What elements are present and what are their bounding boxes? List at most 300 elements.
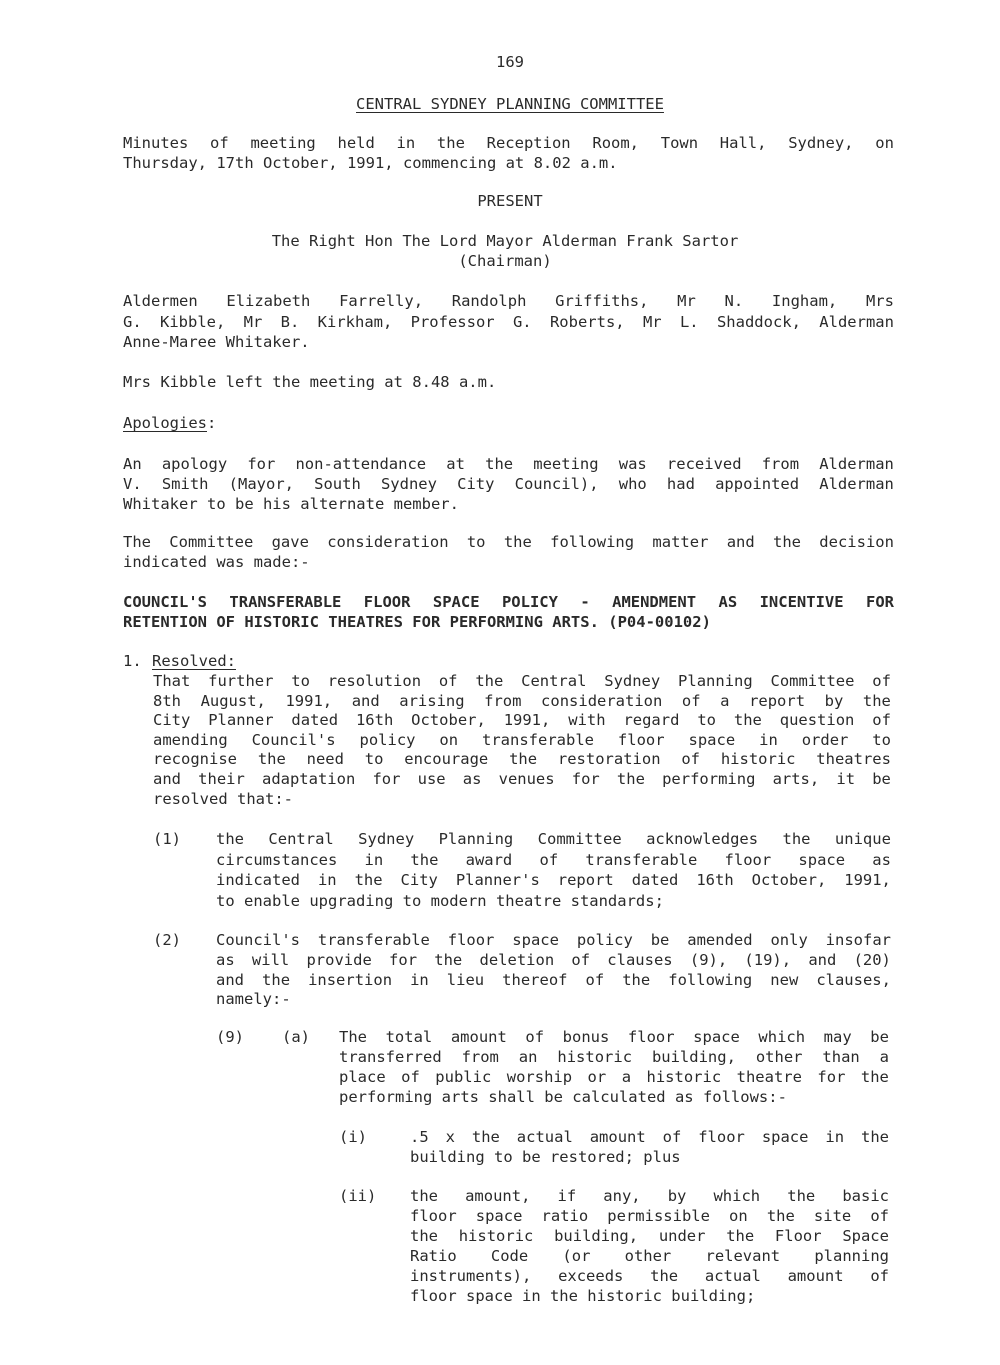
word: transferable	[482, 730, 594, 749]
body-line	[410, 1226, 889, 1246]
body-line	[410, 1266, 889, 1286]
body-line	[410, 1127, 889, 1147]
word: to	[364, 750, 384, 769]
word: building,	[554, 1227, 639, 1245]
word: Kirkham,	[317, 313, 393, 331]
word: appointed	[715, 475, 800, 493]
word: Shaddock,	[716, 313, 801, 331]
word: G.	[123, 313, 142, 331]
word: x	[445, 1128, 455, 1146]
word: the	[503, 533, 532, 551]
word: SPACE	[432, 593, 480, 611]
word: Planning	[438, 830, 514, 848]
word: gave	[271, 533, 309, 551]
word: bonus	[562, 1028, 610, 1046]
item-i-number: (i)	[339, 1128, 367, 1146]
word: to	[872, 730, 891, 749]
word: in	[317, 871, 337, 889]
body-line-last: namely:-	[216, 990, 291, 1009]
word: Farrelly,	[339, 292, 424, 310]
word: in	[364, 850, 384, 869]
word: to	[697, 711, 716, 730]
body-line-last: resolved that:-	[153, 789, 293, 808]
word: space	[693, 1028, 740, 1046]
word: Mr	[642, 313, 662, 331]
word: order	[801, 730, 849, 749]
word: meeting	[250, 134, 316, 152]
word: arising	[399, 691, 465, 710]
word: V.	[123, 475, 142, 493]
resolution-heading: Resolved:	[152, 652, 236, 670]
word: 16th	[355, 711, 394, 730]
word: Central	[268, 830, 334, 848]
word: of	[571, 950, 591, 969]
word: Elizabeth	[226, 292, 311, 310]
word: apology	[161, 455, 228, 473]
word: of	[210, 134, 229, 152]
word: Council's	[216, 931, 300, 949]
word: relevant	[705, 1247, 781, 1265]
word: following	[550, 533, 635, 551]
word: floor	[698, 1128, 745, 1146]
word: basic	[842, 1187, 889, 1205]
word: the	[861, 1128, 889, 1146]
word: The	[339, 1028, 367, 1046]
word: FOR	[866, 593, 894, 611]
word: Planning	[678, 672, 753, 690]
word: exceeds	[558, 1267, 624, 1285]
word: in	[396, 134, 416, 152]
chairman-line-2: (Chairman)	[458, 252, 552, 270]
body-line	[153, 730, 891, 750]
word: amount	[589, 1128, 646, 1146]
word: transferable	[585, 850, 698, 869]
word: an	[518, 1047, 538, 1066]
word: venues	[498, 770, 555, 788]
word: Sydney	[358, 830, 415, 848]
body-line	[153, 749, 891, 769]
word: An	[123, 455, 142, 473]
word: 1991,	[285, 691, 333, 710]
word: matter	[652, 533, 709, 551]
word: other	[624, 1247, 672, 1265]
clause-1-number: (1)	[153, 830, 181, 848]
word: .5	[410, 1128, 429, 1146]
word: Planner	[208, 711, 274, 730]
word: of	[438, 672, 458, 690]
word: a	[720, 691, 730, 710]
word: Committee	[770, 672, 855, 690]
word: from	[461, 1047, 499, 1066]
word: 1991,	[503, 711, 551, 730]
word: space	[512, 931, 559, 949]
word: the	[766, 1207, 795, 1225]
word: site	[813, 1207, 852, 1225]
apologies-heading	[123, 413, 216, 433]
word: amount,	[465, 1187, 531, 1205]
word: Ratio	[410, 1247, 457, 1265]
word: was	[618, 455, 647, 473]
word: space	[761, 1128, 809, 1146]
word: TRANSFERABLE	[229, 593, 342, 611]
word: report	[749, 691, 806, 710]
word: it	[836, 770, 856, 788]
word: South	[314, 475, 361, 493]
word: deletion	[479, 950, 555, 969]
word: and	[726, 533, 755, 551]
word: who	[618, 475, 647, 493]
word: City	[153, 711, 191, 730]
body-line	[410, 1186, 889, 1206]
word: received	[666, 455, 742, 473]
word: for	[817, 1067, 846, 1086]
consideration-line-2: indicated was made:-	[123, 553, 310, 571]
word: transferable	[317, 931, 430, 949]
word: N.	[724, 292, 744, 310]
word: restoration	[557, 750, 661, 769]
word: building,	[651, 1047, 736, 1066]
body-line-last: performing arts shall be calculated as follows:-	[339, 1087, 787, 1106]
word: Professor	[410, 313, 495, 331]
word: place	[339, 1067, 386, 1086]
word: and	[216, 970, 244, 989]
word: Roberts,	[549, 313, 625, 331]
word: recognise	[153, 750, 237, 769]
page-number: 169	[496, 53, 524, 71]
word: theatres	[816, 750, 891, 769]
word: under	[658, 1227, 706, 1245]
word: G.	[512, 313, 532, 331]
word: the	[485, 455, 514, 473]
body-line	[153, 691, 891, 711]
word: from	[484, 691, 522, 710]
word: Aldermen	[123, 292, 198, 310]
word: (9),	[689, 950, 728, 969]
word: report	[557, 871, 614, 889]
word: the	[216, 830, 244, 848]
word: the	[434, 950, 463, 969]
body-line	[216, 870, 891, 890]
word: floor	[627, 1028, 675, 1046]
word: meeting	[533, 455, 599, 473]
body-line	[153, 710, 891, 730]
word: Central	[521, 672, 587, 690]
word: the	[257, 750, 286, 769]
word: Reception	[486, 134, 571, 152]
word: Ingham,	[771, 292, 838, 310]
word: (20)	[853, 950, 891, 969]
word: Planner's	[455, 871, 540, 889]
word: instruments),	[410, 1267, 532, 1285]
word: consideration	[327, 533, 449, 551]
clause-9-sub: (a)	[282, 1028, 310, 1046]
chairman-line-1: The Right Hon The Lord Mayor Alderman Frank Sartor	[271, 232, 739, 250]
word: had	[666, 475, 695, 493]
word: than	[822, 1047, 860, 1066]
word: new	[770, 970, 799, 989]
word: of	[662, 1128, 682, 1146]
word: dated	[631, 871, 679, 889]
word: of	[872, 711, 891, 730]
word: the	[726, 1227, 755, 1245]
word: planning	[814, 1247, 889, 1265]
word: historic	[646, 1067, 722, 1086]
word: to	[291, 672, 310, 690]
word: as	[216, 950, 235, 969]
word: indicated	[216, 871, 300, 889]
word: the	[475, 672, 504, 690]
word: amended	[687, 931, 753, 949]
word: policy	[359, 730, 416, 749]
word: the	[773, 533, 801, 551]
word: space	[688, 730, 736, 749]
body-line	[153, 769, 891, 789]
word: of	[539, 850, 559, 869]
consideration-line-1	[123, 532, 894, 552]
word: acknowledges	[646, 830, 759, 848]
word: FLOOR	[363, 593, 411, 611]
word: adaptation	[261, 770, 356, 788]
word: circumstances	[216, 850, 338, 869]
body-line-last: building to be restored; plus	[410, 1148, 681, 1166]
word: The	[123, 533, 151, 551]
word: at	[446, 455, 465, 473]
word: That	[153, 672, 191, 690]
word: non-attendance	[295, 455, 427, 473]
word: floor	[410, 1207, 457, 1225]
word: October,	[411, 711, 486, 730]
word: (19),	[744, 950, 792, 969]
word: L.	[679, 313, 699, 331]
word: which	[713, 1187, 761, 1205]
word: Committee	[537, 830, 622, 848]
word: City	[400, 871, 438, 889]
word: the	[410, 1227, 438, 1245]
word: thereof	[502, 970, 568, 989]
word: Council),	[514, 475, 599, 493]
word: the	[616, 770, 645, 788]
word: of	[585, 970, 605, 989]
word: by	[824, 691, 844, 710]
word: Kibble,	[160, 313, 226, 331]
word: Sydney	[604, 672, 661, 690]
word: of	[681, 750, 701, 769]
body-line	[410, 1206, 889, 1226]
word: Town	[660, 134, 699, 152]
word: AS	[718, 593, 738, 611]
word: Mr	[243, 313, 263, 331]
word: on	[439, 730, 459, 749]
word: the	[733, 711, 762, 730]
word: Code	[490, 1247, 529, 1265]
body-line	[216, 930, 891, 950]
body-line	[216, 829, 891, 849]
word: Alderman	[819, 313, 894, 331]
word: ratio	[541, 1207, 589, 1225]
body-line-last: floor space in the historic building;	[410, 1287, 756, 1305]
members-line-2	[123, 312, 894, 332]
word: resolution	[327, 672, 422, 690]
word: in	[825, 1128, 845, 1146]
word: Council's	[251, 730, 336, 749]
word: August,	[200, 691, 266, 710]
word: of	[401, 1067, 420, 1086]
word: public	[435, 1067, 492, 1086]
word: the	[782, 830, 811, 848]
word: clauses,	[816, 970, 891, 989]
word: of	[870, 1267, 889, 1285]
word: on	[729, 1207, 748, 1225]
departure-note: Mrs Kibble left the meeting at 8.48 a.m.	[123, 373, 497, 391]
word: permissible	[607, 1207, 710, 1225]
apologies-line-2	[123, 474, 894, 494]
word: following	[668, 970, 753, 989]
word: in	[759, 730, 778, 749]
word: B.	[280, 313, 300, 331]
word: POLICY	[501, 593, 558, 611]
resolution-number: 1.	[123, 652, 142, 670]
word: 1991,	[844, 871, 891, 889]
word: historic	[557, 1047, 633, 1066]
word: worship	[506, 1067, 573, 1086]
word: will	[251, 950, 290, 969]
word: held	[337, 134, 375, 152]
word: Smith	[161, 475, 209, 493]
word: AMENDMENT	[612, 593, 697, 611]
word: their	[198, 770, 245, 788]
word: actual	[704, 1267, 761, 1285]
word: INCENTIVE	[759, 593, 844, 611]
item-title-line-2: RETENTION OF HISTORIC THEATRES FOR PERFORMING ARTS. (P04-00102)	[123, 613, 711, 631]
word: a	[621, 1067, 632, 1086]
clause-2-number: (2)	[153, 931, 181, 949]
word: be	[650, 931, 670, 949]
word: Committee	[169, 533, 254, 551]
word: Space	[842, 1227, 889, 1245]
word: historic	[720, 750, 796, 769]
word: unique	[834, 830, 891, 848]
word: award	[465, 850, 513, 869]
word: clauses	[607, 950, 673, 969]
word: total	[385, 1028, 433, 1046]
clause-9-number: (9)	[216, 1028, 244, 1046]
word: decision	[819, 533, 894, 551]
word: a	[879, 1047, 889, 1066]
word: and	[153, 770, 181, 788]
word: Alderman	[819, 475, 894, 493]
word: lieu	[446, 970, 485, 989]
word: be	[872, 770, 891, 788]
word: from	[761, 455, 800, 473]
word: Mr	[677, 292, 696, 310]
word: insofar	[825, 931, 891, 949]
word: the	[860, 1067, 889, 1086]
word: for	[372, 770, 401, 788]
word: Minutes	[123, 134, 189, 152]
word: theatre	[736, 1067, 802, 1086]
word: October,	[751, 871, 827, 889]
body-line	[216, 850, 891, 870]
body-line	[216, 950, 891, 970]
word: only	[770, 931, 808, 949]
word: if	[557, 1187, 577, 1205]
word: dated	[291, 711, 339, 730]
word: amount	[787, 1267, 844, 1285]
word: in	[410, 970, 429, 989]
word: for	[247, 455, 276, 473]
apologies-line-3: Whitaker to be his alternate member.	[123, 495, 459, 513]
word: on	[875, 134, 894, 152]
word: Sydney,	[788, 134, 854, 152]
word: may	[823, 1028, 852, 1046]
word: the	[622, 970, 651, 989]
word: historic	[458, 1227, 534, 1245]
body-line	[153, 671, 891, 691]
word: the	[410, 850, 439, 869]
word: actual	[516, 1128, 573, 1146]
word: -	[580, 593, 590, 611]
word: the	[509, 750, 538, 769]
word: Alderman	[819, 455, 894, 473]
word: Mrs	[865, 292, 894, 310]
word: floor	[724, 850, 772, 869]
word: regard	[623, 711, 680, 730]
word: the	[354, 871, 383, 889]
word: of	[870, 1207, 889, 1225]
intro-line-1	[123, 133, 894, 153]
word: the	[410, 1187, 438, 1205]
word: floor	[617, 730, 665, 749]
word: the	[787, 1187, 816, 1205]
word: the	[471, 1128, 500, 1146]
apologies-heading-text: Apologies	[123, 414, 207, 432]
word: any,	[603, 1187, 641, 1205]
word: provide	[306, 950, 372, 969]
word: space	[798, 850, 846, 869]
word: encourage	[404, 750, 489, 769]
word: be	[870, 1028, 889, 1046]
word: use	[417, 770, 446, 788]
word: as	[872, 850, 891, 869]
word: Room,	[592, 134, 640, 152]
item-ii-number: (ii)	[339, 1187, 377, 1205]
word: (Mayor,	[228, 475, 294, 493]
body-line	[339, 1047, 889, 1067]
word: the	[436, 134, 465, 152]
word: question	[779, 711, 855, 730]
word: and	[351, 691, 380, 710]
word: performing	[662, 770, 756, 788]
word: 16th	[696, 871, 734, 889]
word: transferred	[339, 1047, 442, 1066]
present-heading: PRESENT	[477, 192, 543, 210]
word: amending	[153, 730, 228, 749]
word: for	[389, 950, 418, 969]
word: Griffiths,	[555, 292, 649, 310]
word: the	[862, 691, 891, 710]
apologies-line-1	[123, 454, 894, 474]
word: Floor	[774, 1227, 822, 1245]
intro-line-2: Thursday, 17th October, 1991, commencing at 8.02 a.m.	[123, 154, 618, 172]
document-heading: CENTRAL SYDNEY PLANNING COMMITTEE	[356, 95, 664, 113]
word: need	[306, 750, 344, 769]
word: consideration	[541, 691, 663, 710]
apologies-heading-colon: :	[207, 414, 217, 432]
word: and	[808, 950, 837, 969]
word: of	[681, 691, 701, 710]
word: City	[457, 475, 495, 493]
word: policy	[576, 931, 633, 949]
